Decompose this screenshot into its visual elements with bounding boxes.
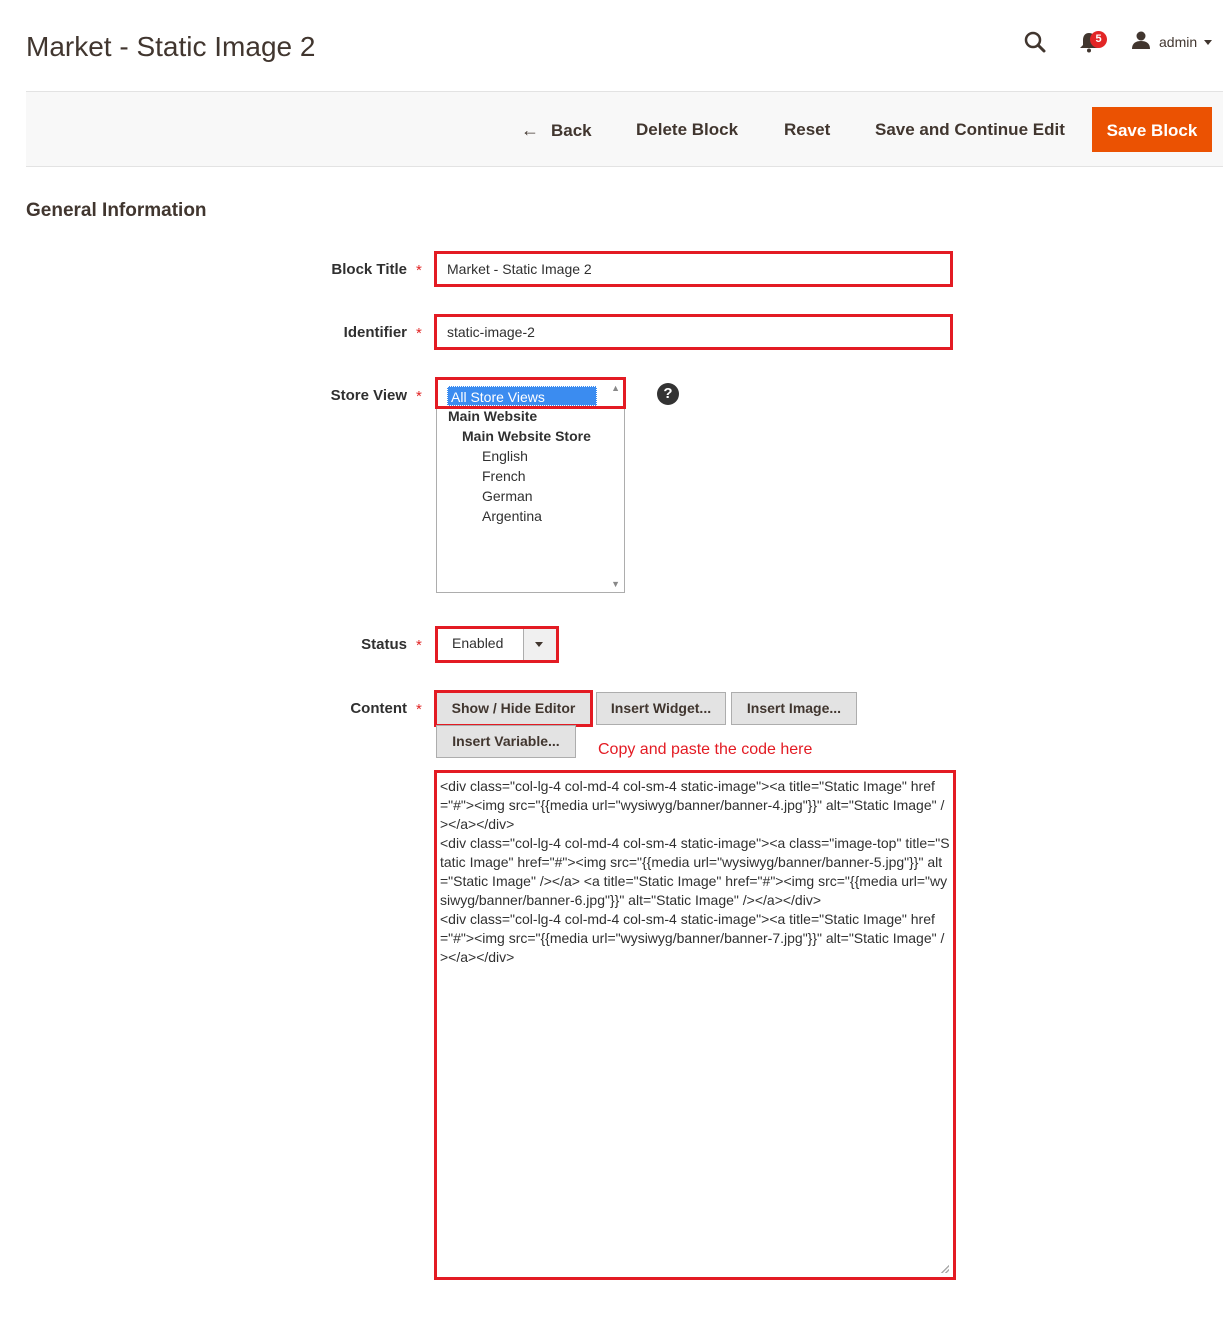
- scroll-up-icon[interactable]: ▲: [611, 383, 620, 393]
- back-arrow-icon: ←: [521, 120, 539, 140]
- store-option-website[interactable]: Main Website: [448, 408, 538, 424]
- store-option-french[interactable]: French: [482, 468, 526, 484]
- store-option-store[interactable]: Main Website Store: [462, 428, 591, 444]
- store-view-label: Store View: [330, 387, 407, 404]
- block-title-input[interactable]: Market - Static Image 2: [434, 251, 953, 287]
- delete-block-button[interactable]: Delete Block: [636, 120, 739, 139]
- user-menu[interactable]: [1131, 30, 1212, 54]
- code-line: <div class="col-lg-4 col-md-4 col-sm-4 static-image"><a title="Static Image" href="#"><img src="{{media url="wysiwyg/banner/banner-7.jpg"}}" alt="Static Image" /></a></div>: [440, 911, 945, 965]
- back-label: Back: [551, 121, 592, 140]
- status-select[interactable]: [435, 626, 559, 663]
- required-marker: *: [416, 637, 422, 654]
- status-label: Status: [361, 636, 407, 653]
- notification-badge: 5: [1090, 31, 1107, 48]
- user-name: admin: [1159, 34, 1198, 50]
- scroll-down-icon[interactable]: ▼: [611, 579, 620, 589]
- user-icon: [1131, 30, 1151, 55]
- instruction-note: Copy and paste the code here: [598, 741, 813, 758]
- block-title-label: Block Title: [331, 261, 407, 278]
- chevron-down-icon: [535, 642, 543, 647]
- identifier-label: Identifier: [343, 324, 407, 341]
- show-hide-editor-button[interactable]: Show / Hide Editor: [436, 692, 591, 725]
- store-option-german[interactable]: German: [482, 488, 533, 504]
- required-marker: *: [416, 325, 422, 342]
- search-icon[interactable]: [1023, 30, 1047, 54]
- required-marker: *: [416, 388, 422, 405]
- back-button[interactable]: [521, 118, 592, 143]
- content-label: Content: [350, 700, 407, 717]
- required-marker: *: [416, 701, 422, 718]
- status-value: Enabled: [452, 635, 504, 651]
- reset-button[interactable]: Reset: [784, 120, 831, 139]
- chevron-down-icon: [1204, 40, 1212, 45]
- store-view-highlight: [435, 377, 626, 409]
- store-option-english[interactable]: English: [482, 448, 528, 464]
- content-textarea[interactable]: [434, 770, 956, 1280]
- show-hide-highlight: [434, 690, 593, 727]
- identifier-input[interactable]: static-image-2: [434, 314, 953, 350]
- required-marker: *: [416, 262, 422, 279]
- status-dropdown-button[interactable]: [524, 629, 556, 660]
- insert-variable-button[interactable]: Insert Variable...: [436, 725, 576, 758]
- store-option-argentina[interactable]: Argentina: [482, 508, 542, 524]
- page-title: Market - Static Image 2: [26, 31, 316, 62]
- save-block-button[interactable]: Save Block: [1092, 107, 1212, 152]
- store-option-all[interactable]: All Store Views: [447, 386, 597, 406]
- code-line: <div class="col-lg-4 col-md-4 col-sm-4 static-image"><a title="Static Image" href="#"><img src="{{media url="wysiwyg/banner/banner-4.jpg"}}" alt="Static Image" /></a></div>: [440, 778, 945, 832]
- resize-handle-icon[interactable]: [941, 1265, 949, 1273]
- insert-image-button[interactable]: Insert Image...: [731, 692, 857, 725]
- help-icon[interactable]: ?: [657, 383, 679, 405]
- code-line: <div class="col-lg-4 col-md-4 col-sm-4 static-image"><a class="image-top" title="Static Image" href="#"><img src="{{media url="wysiwyg/banner/banner-5.jpg"}}" alt="Static Image" /></a> <a title="Static Image" href="#"><img src="{{media url="wysiwyg/banner/banner-6.jpg"}}" alt="Static Image" /></a></div>: [440, 835, 950, 908]
- insert-widget-button[interactable]: Insert Widget...: [596, 692, 726, 725]
- section-title: General Information: [26, 200, 207, 221]
- save-continue-button[interactable]: Save and Continue Edit: [875, 120, 1065, 139]
